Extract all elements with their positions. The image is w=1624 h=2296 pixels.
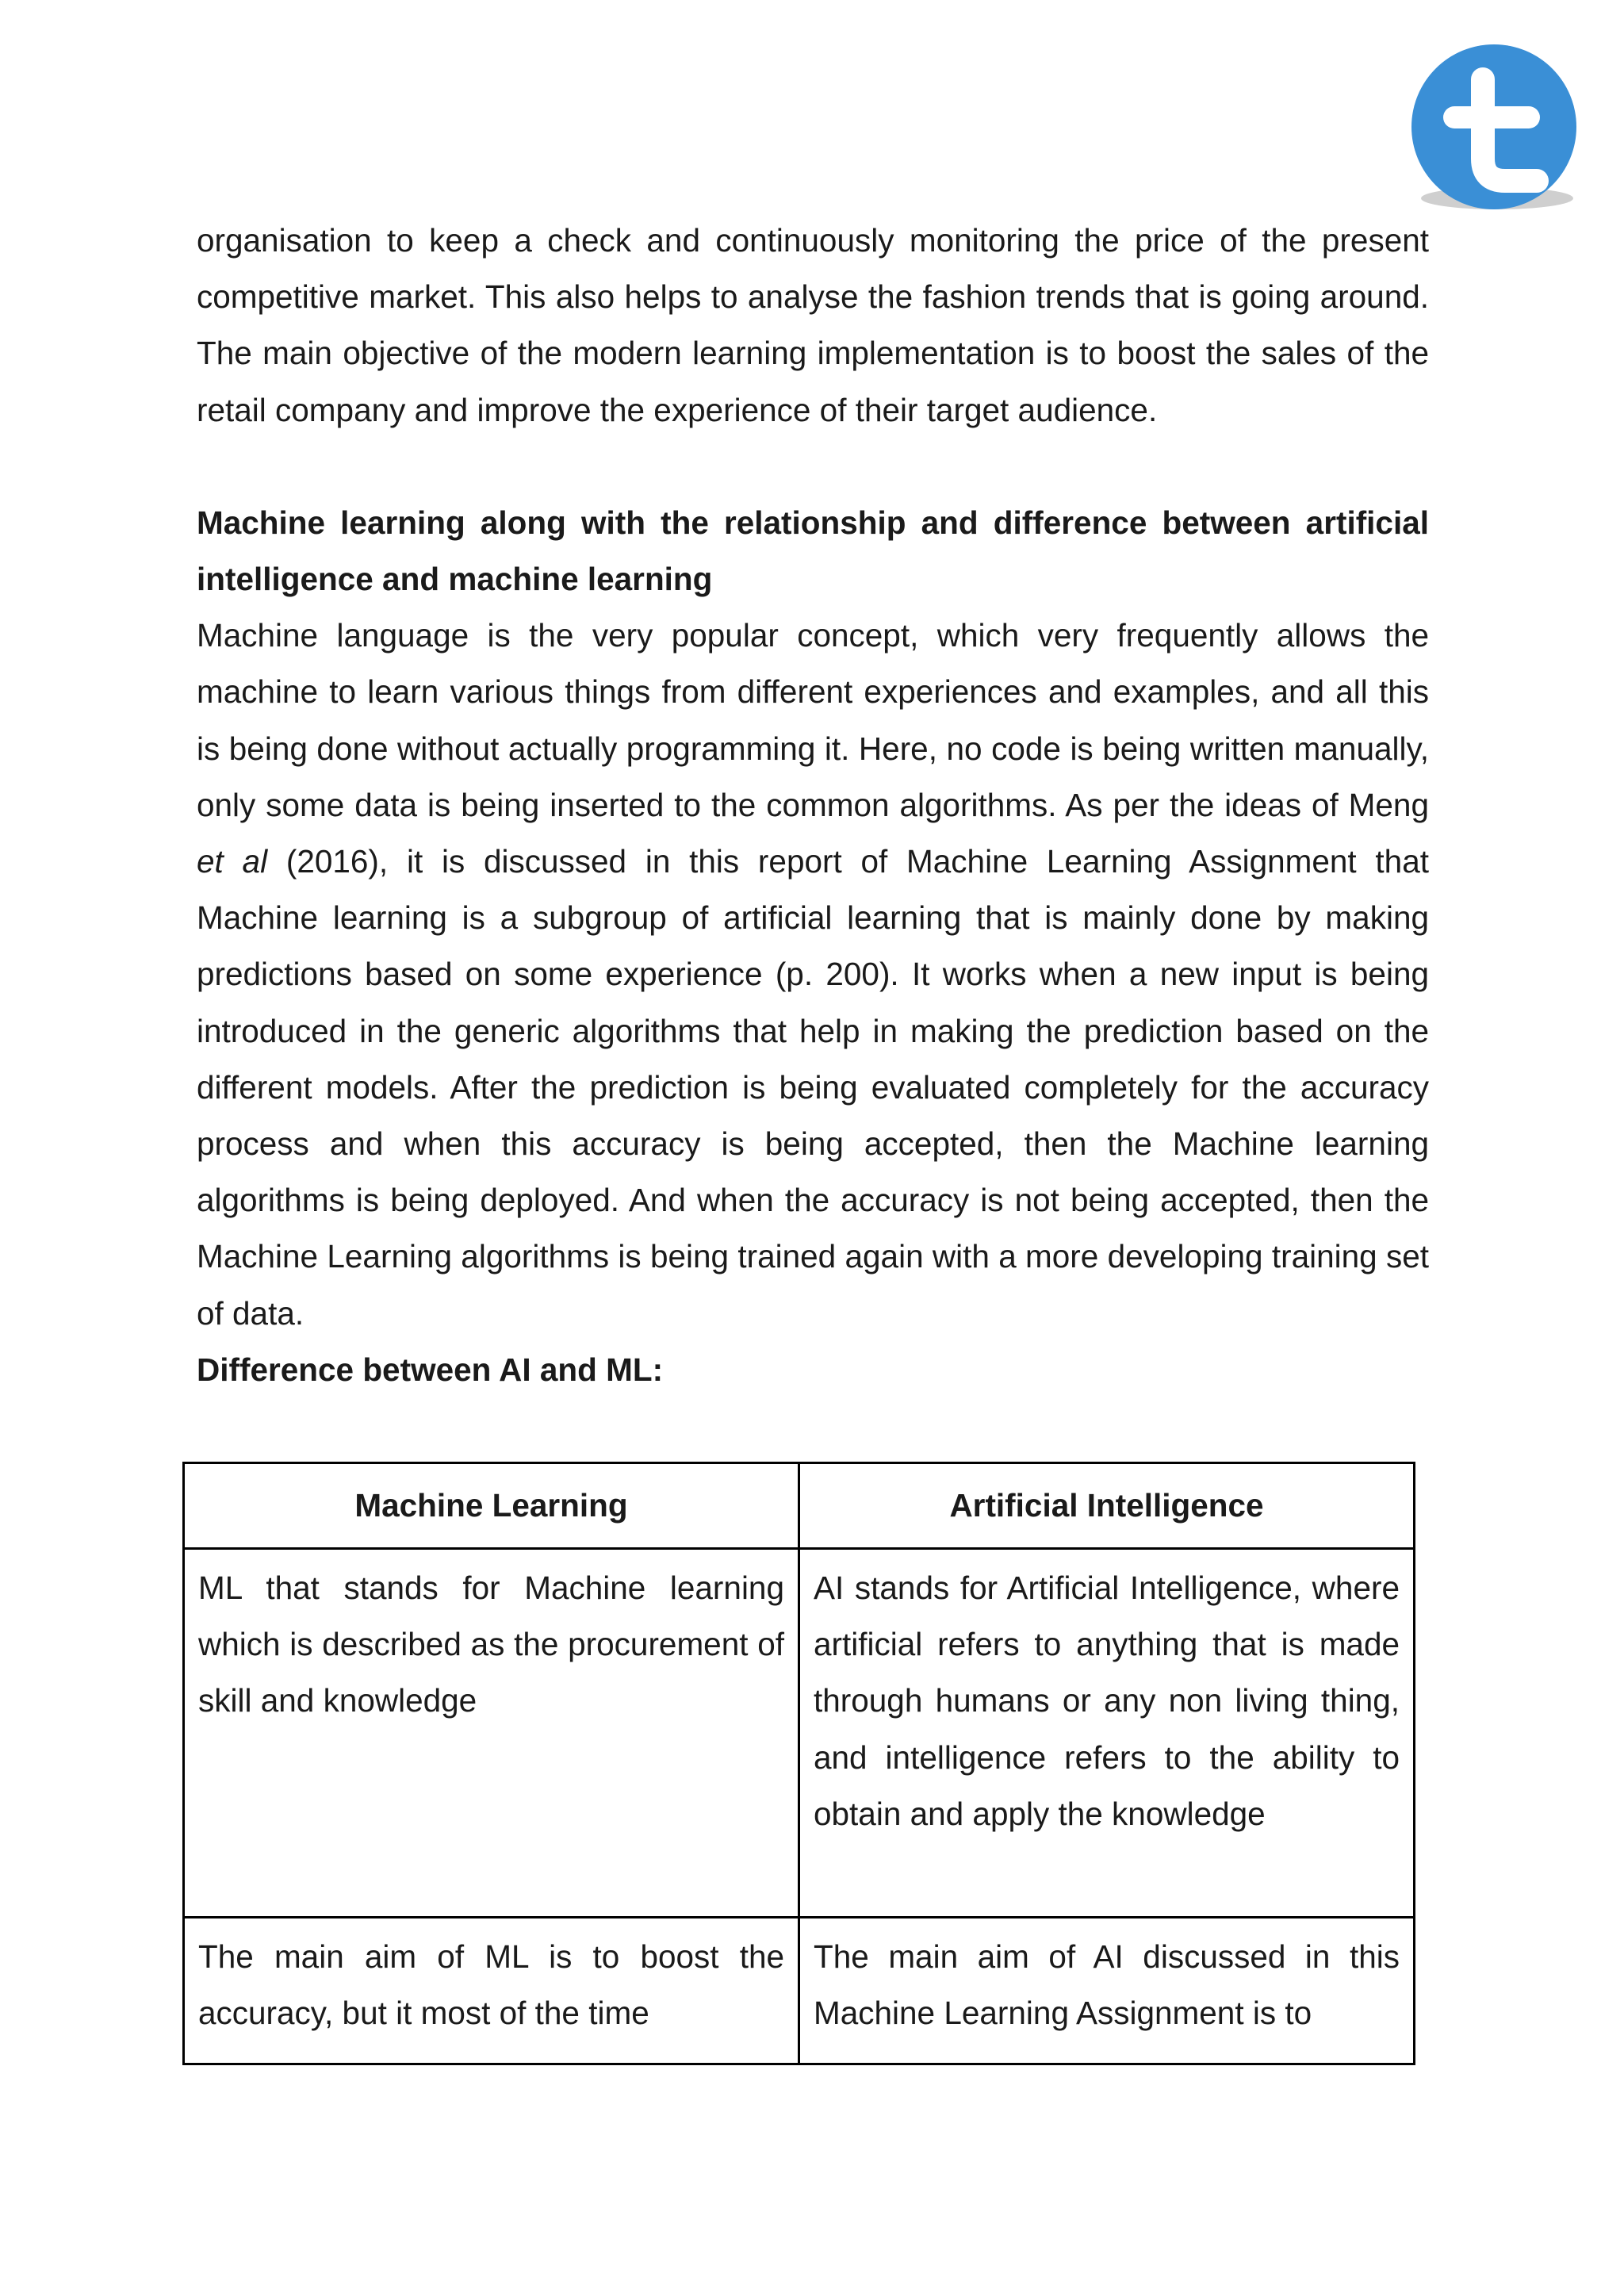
table-header-row — [184, 1463, 1415, 1549]
paragraph-spacer — [197, 439, 1429, 495]
table-header-artificial-intelligence: Artificial Intelligence — [799, 1463, 1415, 1549]
table-cell-ml-definition: ML that stands for Machine learning which is described as the procurement of skill and knowledge — [184, 1549, 799, 1918]
brand-logo — [1404, 41, 1584, 222]
table-cell-ai-aim: The main aim of AI discussed in this Machine Learning Assignment is to — [799, 1918, 1415, 2064]
table-header-machine-learning: Machine Learning — [184, 1463, 799, 1549]
difference-heading: Difference between AI and ML: — [197, 1351, 664, 1388]
table-cell-ml-aim: The main aim of ML is to boost the accuracy, but it most of the time — [184, 1918, 799, 2064]
body-text-after-citation: (2016), it is discussed in this report of Machine Learning Assignment that Machine learning is a subgroup of artificial learning that is mainly done by making predictions based on some experience (p. 200). It works when a new input is being introduced in the generic algorithms that help in making the prediction based on the different models. After the prediction is being evaluated completely for the accuracy process and when this accuracy is being accepted, then the Machine learning algorithms is being deployed. And when the accuracy is not being accepted, then the Machine Learning algorithms is being trained again with a more developing training set of data. — [197, 843, 1429, 1332]
section-heading: Machine learning along with the relationship and difference between artificial intelligence and machine learning — [197, 504, 1429, 598]
body-paragraph — [197, 608, 1429, 1342]
brand-logo-icon — [1404, 41, 1584, 222]
page-content — [197, 213, 1429, 1398]
citation-italic: et al — [197, 843, 268, 880]
table-cell-ai-definition: AI stands for Artificial Intelligence, where artificial refers to anything that is made through humans or any non living thing, and intelligence refers to the ability to obtain and apply the knowledge — [799, 1549, 1415, 1918]
table-row — [184, 1918, 1415, 2064]
table-row — [184, 1549, 1415, 1918]
comparison-table — [182, 1462, 1415, 2065]
body-text-before-citation: Machine language is the very popular concept, which very frequently allows the machine to learn various things from different experiences and examples, and all this is being done without actually programming it. Here, no code is being written manually, only some data is being inserted to the common algorithms. As per the ideas of Meng — [197, 617, 1429, 823]
comparison-table-wrapper — [182, 1462, 1415, 2065]
intro-paragraph: organisation to keep a check and continuously monitoring the price of the present competitive market. This also helps to analyse the fashion trends that is going around. The main objective of the modern learning implementation is to boost the sales of the retail company and improve the experience of their target audience. — [197, 222, 1429, 428]
